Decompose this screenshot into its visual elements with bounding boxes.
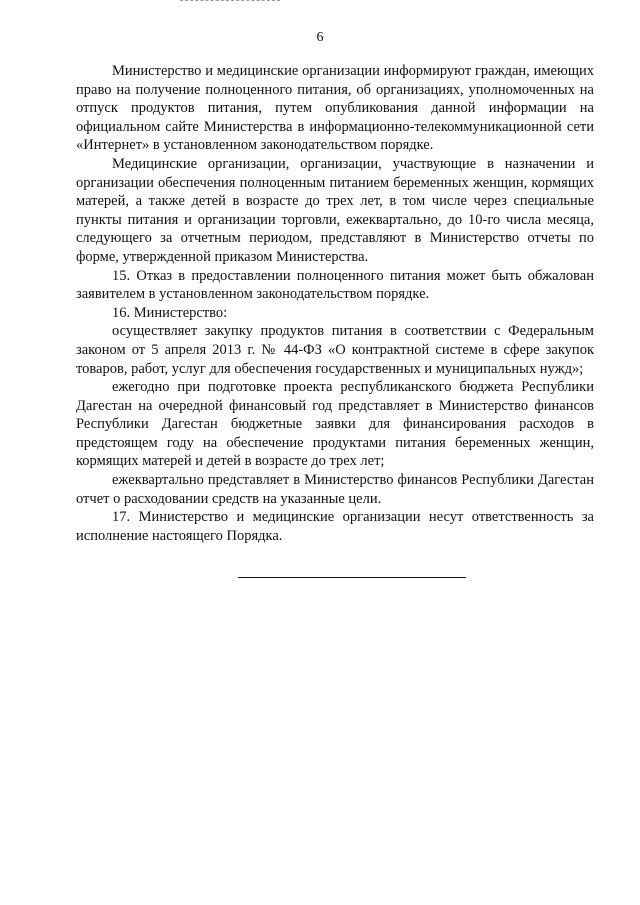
- paragraph-quarterly-report: ежеквартально представляет в Министерство финансов Республики Дагестан отчет о расходовании средств на указанные цели.: [76, 472, 594, 507]
- paragraph-budget-requests: ежегодно при подготовке проекта республиканского бюджета Республики Дагестан на очередной финансовый год представляет в Министерство финансов Республики Дагестан бюджетные заявки для финансирования расходов в предстоящем году на обеспечение продуктами питания беременных женщин, кормящих матерей и детей в возрасте до трех лет;: [76, 379, 594, 470]
- paragraph-item-16: 16. Министерство:: [112, 304, 228, 321]
- scan-artifact-line: [180, 0, 280, 1]
- document-end-line: [238, 577, 466, 578]
- page-number: 6: [316, 30, 324, 45]
- paragraph-procurement: осуществляет закупку продуктов питания в соответствии с Федеральным законом от 5 апреля 2013 г. № 44-ФЗ «О контрактной системе в сфере закупок товаров, работ, услуг для обеспечения государственных и муниципальных нужд»;: [76, 323, 594, 377]
- paragraph-item-15: 15. Отказ в предоставлении полноценного питания может быть обжалован заявителем в установленном законодательством порядке.: [76, 267, 594, 303]
- paragraph-medical-reports: Медицинские организации, организации, участвующие в назначении и организации обеспечения полноценным питанием беременных женщин, кормящих матерей, а также детей в возрасте до трех лет, в том числе через специальные пункты питания и организации торговли, ежеквартально, до 10-го числа месяца, следующего за отчетным периодом, представляют в Министерство отчеты по форме, утвержденной приказом Министерства.: [76, 155, 594, 265]
- paragraph-ministry-informs: Министерство и медицинские организации информируют граждан, имеющих право на получение полноценного питания, об организациях, уполномоченных на отпуск продуктов питания, путем опубликования данной информации на официальном сайте Министерства в информационно-телекоммуникационной сети «Интернет» в установленном законодательством порядке.: [76, 63, 594, 154]
- document-body: [76, 62, 594, 545]
- paragraph-item-17: 17. Министерство и медицинские организации несут ответственность за исполнение настоящего Порядка.: [76, 509, 594, 544]
